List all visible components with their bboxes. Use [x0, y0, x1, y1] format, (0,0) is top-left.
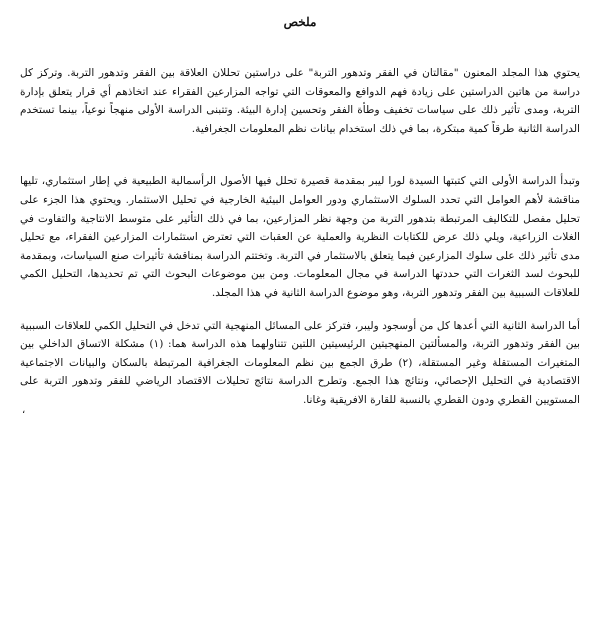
paragraph-first-study: وتبدأ الدراسة الأولى التي كتبتها السيدة لورا ليبر بمقدمة قصيرة تحلل فيها الأصول الرأسمالية الطبيعية في إطار استثماري، تليها مناقشة لأهم العوامل التي تحدد السلوك الاستثماري ودور العوامل البيئية الخارجية في تحليل الاستثمار. ويحتوي هذا الجزء على تحليل مفصل للتكاليف المرتبطة بتدهور التربة من وجهة نظر المزارعين، بما في ذلك التأثير على متوسط الانتاجية والتفاوت في الغلات الزراعية، ويلي ذلك عرض للكتابات النظرية والعملية عن العقبات التي تعترض استثمارات المزارعين الفقراء، مع تحليل مدى تأثير ذلك على سلوك المزارعين فيما يتعلق بالاستثمار في التربة. وتختتم الدراسة بمناقشة تأثيرات صنع السياسات، وبمقدمة للبحوث لسد الثغرات التي حددتها الدراسة في مجال المعلومات. ومن بين موضوعات البحوث التي تم تحديدها، التحليل الكمي للعلاقات السببية بين الفقر وتدهور التربة، وهو موضوع الدراسة الثانية في هذا المجلد.	[20, 175, 580, 299]
paragraph-second-study: أما الدراسة الثانية التي أعدها كل من أوسجود وليبر، فتركز على المسائل المنهجية التي تدخل في التحليل الكمي للعلاقات السببية بين الفقر وتدهور التربة، والمسألتين المنهجيتين الرئيسيتين اللتين تتناولهما هذه الدراسة هما: (١) مشكلة الاتساق الداخلي بين المتغيرات المستقلة وغير المستقلة، (٢) طرق الجمع بين نظم المعلومات الجغرافية المرتبطة بالسكان والبيانات الاجتماعية الاقتصادية في التحليل الإحصائي، ونتائج هذا الجمع. وتطرح الدراسة نتائج تحليلات الاقتصاد الرياضي للفقر وتدهور التربة على المستويين القطري ودون القطري بالنسبة للقارة الافريقية وغانا.	[20, 319, 580, 406]
paragraph-intro: يحتوي هذا المجلد المعنون "مقالتان في الفقر وتدهور التربة" على دراستين تحللان العلاقة بين الفقر وتدهور التربة. وتركز كل دراسة من هاتين الدراستين على زيادة فهم الدوافع والمعوقات التي تواجه المزارعين الفقراء عند اتخاذهم أي قرار يتعلق بإدارة التربة، ومدى تأثير ذلك على سياسات تخفيف وطأة الفقر وتحسين إدارة البيئة. وتتبنى الدراسة الأولى منهجاً نوعياً، بينما تستخدم الدراسة الثانية طرقاً كمية مبتكرة، بما في ذلك استخدام بيانات نظم المعلومات الجغرافية.	[20, 67, 580, 135]
stray-punctuation: ،	[22, 405, 26, 416]
page-title: ملخص	[283, 15, 317, 29]
